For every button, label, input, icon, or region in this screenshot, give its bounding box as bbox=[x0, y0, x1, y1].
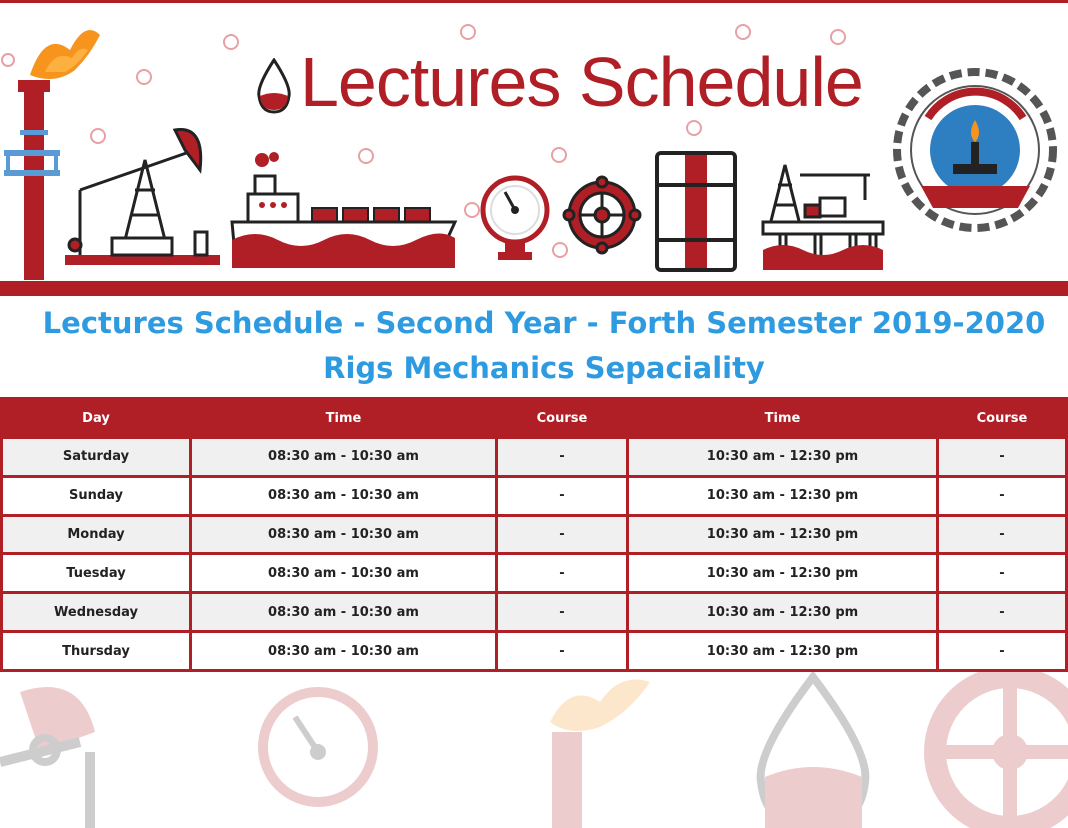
time-cell: 10:30 am - 12:30 pm bbox=[629, 478, 936, 514]
table-row bbox=[3, 439, 1065, 475]
table-row bbox=[3, 594, 1065, 630]
pumpjack-icon bbox=[65, 130, 220, 266]
day-cell: Saturday bbox=[3, 439, 189, 475]
header-day: Day bbox=[82, 410, 110, 426]
banner-divider bbox=[0, 281, 1068, 296]
time-cell: 10:30 am - 12:30 pm bbox=[629, 594, 936, 630]
header-time-1: Time bbox=[325, 410, 362, 426]
day-cell: Sunday bbox=[3, 478, 189, 514]
day-cell: Thursday bbox=[3, 633, 189, 669]
speciality-heading: Rigs Mechanics Sepaciality bbox=[323, 351, 765, 385]
gauge-fade-icon bbox=[263, 692, 373, 802]
pressure-gauge-icon bbox=[483, 178, 547, 260]
course-cell: - bbox=[939, 517, 1065, 553]
oil-barrel-icon bbox=[657, 153, 735, 270]
course-cell: - bbox=[498, 555, 626, 591]
time-cell: 10:30 am - 12:30 pm bbox=[629, 555, 936, 591]
banner-title: Lectures Schedule bbox=[300, 43, 863, 121]
table-row bbox=[3, 478, 1065, 514]
table-row bbox=[3, 633, 1065, 669]
course-cell: - bbox=[498, 517, 626, 553]
oil-drop-icon bbox=[255, 58, 293, 114]
header-course-2: Course bbox=[976, 410, 1028, 426]
course-cell: - bbox=[498, 633, 626, 669]
day-cell: Wednesday bbox=[3, 594, 189, 630]
schedule-table bbox=[0, 397, 1068, 672]
table-header-row bbox=[3, 400, 1065, 436]
time-cell: 08:30 am - 10:30 am bbox=[192, 439, 495, 475]
schedule-heading: Lectures Schedule - Second Year - Forth Semester 2019-2020 bbox=[42, 306, 1046, 340]
day-cell: Tuesday bbox=[3, 555, 189, 591]
course-cell: - bbox=[498, 594, 626, 630]
flare-stack-icon bbox=[4, 30, 100, 280]
flare-fade-icon bbox=[550, 680, 650, 828]
time-cell: 10:30 am - 12:30 pm bbox=[629, 633, 936, 669]
course-cell: - bbox=[498, 439, 626, 475]
header-course-1: Course bbox=[536, 410, 588, 426]
time-cell: 10:30 am - 12:30 pm bbox=[629, 517, 936, 553]
course-cell: - bbox=[939, 439, 1065, 475]
course-cell: - bbox=[939, 633, 1065, 669]
time-cell: 08:30 am - 10:30 am bbox=[192, 594, 495, 630]
ship-icon bbox=[232, 152, 455, 268]
course-cell: - bbox=[939, 555, 1065, 591]
valve-fade-icon bbox=[935, 677, 1068, 827]
bottom-decoration bbox=[0, 672, 1068, 828]
time-cell: 08:30 am - 10:30 am bbox=[192, 517, 495, 553]
pumpjack-fade-icon bbox=[0, 687, 95, 828]
course-cell: - bbox=[498, 478, 626, 514]
day-cell: Monday bbox=[3, 517, 189, 553]
academy-logo bbox=[893, 68, 1058, 233]
schedule-table-container bbox=[0, 397, 1068, 672]
time-cell: 08:30 am - 10:30 am bbox=[192, 633, 495, 669]
header-time-2: Time bbox=[764, 410, 801, 426]
table-row bbox=[3, 555, 1065, 591]
time-cell: 08:30 am - 10:30 am bbox=[192, 555, 495, 591]
drop-fade-icon bbox=[761, 677, 866, 828]
course-cell: - bbox=[939, 478, 1065, 514]
valve-wheel-icon bbox=[564, 177, 640, 253]
table-row bbox=[3, 517, 1065, 553]
course-cell: - bbox=[939, 594, 1065, 630]
offshore-platform-icon bbox=[763, 165, 883, 270]
time-cell: 10:30 am - 12:30 pm bbox=[629, 439, 936, 475]
time-cell: 08:30 am - 10:30 am bbox=[192, 478, 495, 514]
